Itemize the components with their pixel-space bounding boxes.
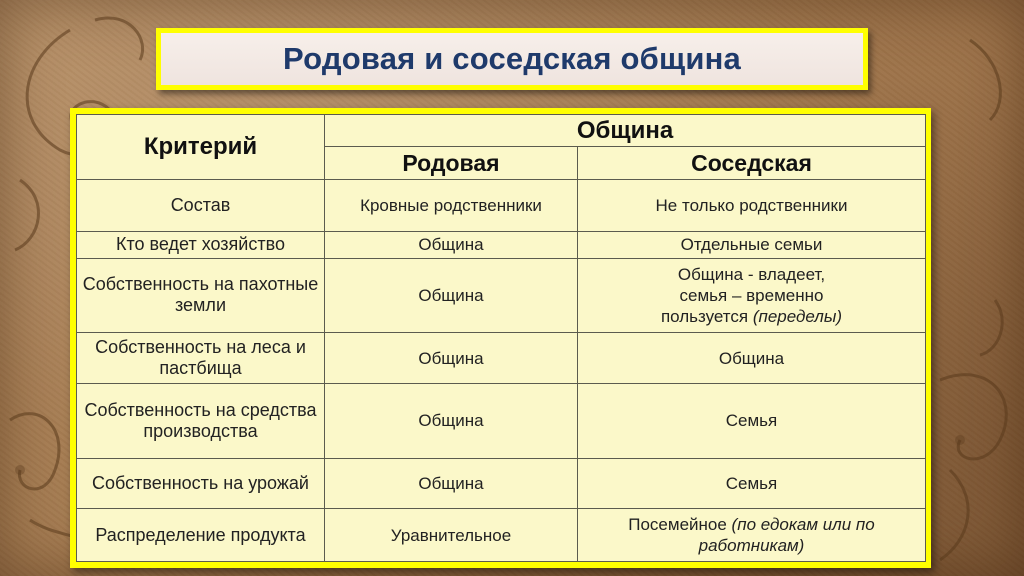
clan-cell: Община — [325, 258, 578, 333]
clan-cell: Уравнительное — [325, 509, 578, 562]
table-row — [77, 383, 926, 458]
neighbor-cell — [578, 509, 926, 562]
criterion-cell: Состав — [77, 179, 325, 232]
clan-cell: Кровные родственники — [325, 179, 578, 232]
table-row — [77, 509, 926, 562]
header-row-1 — [77, 115, 926, 147]
clan-cell: Община — [325, 458, 578, 509]
neighbor-cell — [578, 258, 926, 333]
neighbor-cell: Семья — [578, 458, 926, 509]
title-box — [156, 28, 868, 90]
criterion-cell: Распределение продукта — [77, 509, 325, 562]
table-row — [77, 333, 926, 384]
neighbor-line-1: Община - владеет, — [677, 264, 826, 284]
header-neighbor: Соседская — [578, 147, 926, 179]
neighbor-italic-note: (по едокам или по работникам) — [698, 515, 875, 556]
criterion-cell: Собственность на средства производства — [77, 383, 325, 458]
neighbor-line-3: пользуется — [660, 306, 753, 326]
header-community: Община — [325, 115, 926, 147]
comparison-table-frame — [70, 108, 931, 568]
table-row — [77, 232, 926, 258]
clan-cell: Община — [325, 333, 578, 384]
criterion-cell: Собственность на пахотные земли — [77, 258, 325, 333]
criterion-cell: Кто ведет хозяйство — [77, 232, 325, 258]
comparison-table — [76, 114, 926, 562]
header-criterion: Критерий — [77, 115, 325, 180]
neighbor-cell: Семья — [578, 383, 926, 458]
neighbor-line-2: семья – временно — [679, 285, 824, 305]
neighbor-cell: Отдельные семьи — [578, 232, 926, 258]
criterion-cell: Собственность на леса и пастбища — [77, 333, 325, 384]
table-row — [77, 258, 926, 333]
neighbor-cell: Не только родственники — [578, 179, 926, 232]
table-row — [77, 179, 926, 232]
slide-title: Родовая и соседская община — [283, 41, 741, 76]
neighbor-cell: Община — [578, 333, 926, 384]
neighbor-italic-note: (переделы) — [752, 306, 843, 326]
criterion-cell: Собственность на урожай — [77, 458, 325, 509]
clan-cell: Община — [325, 383, 578, 458]
neighbor-plain-text: Посемейное — [628, 515, 732, 535]
clan-cell: Община — [325, 232, 578, 258]
header-clan: Родовая — [325, 147, 578, 179]
table-row — [77, 458, 926, 509]
